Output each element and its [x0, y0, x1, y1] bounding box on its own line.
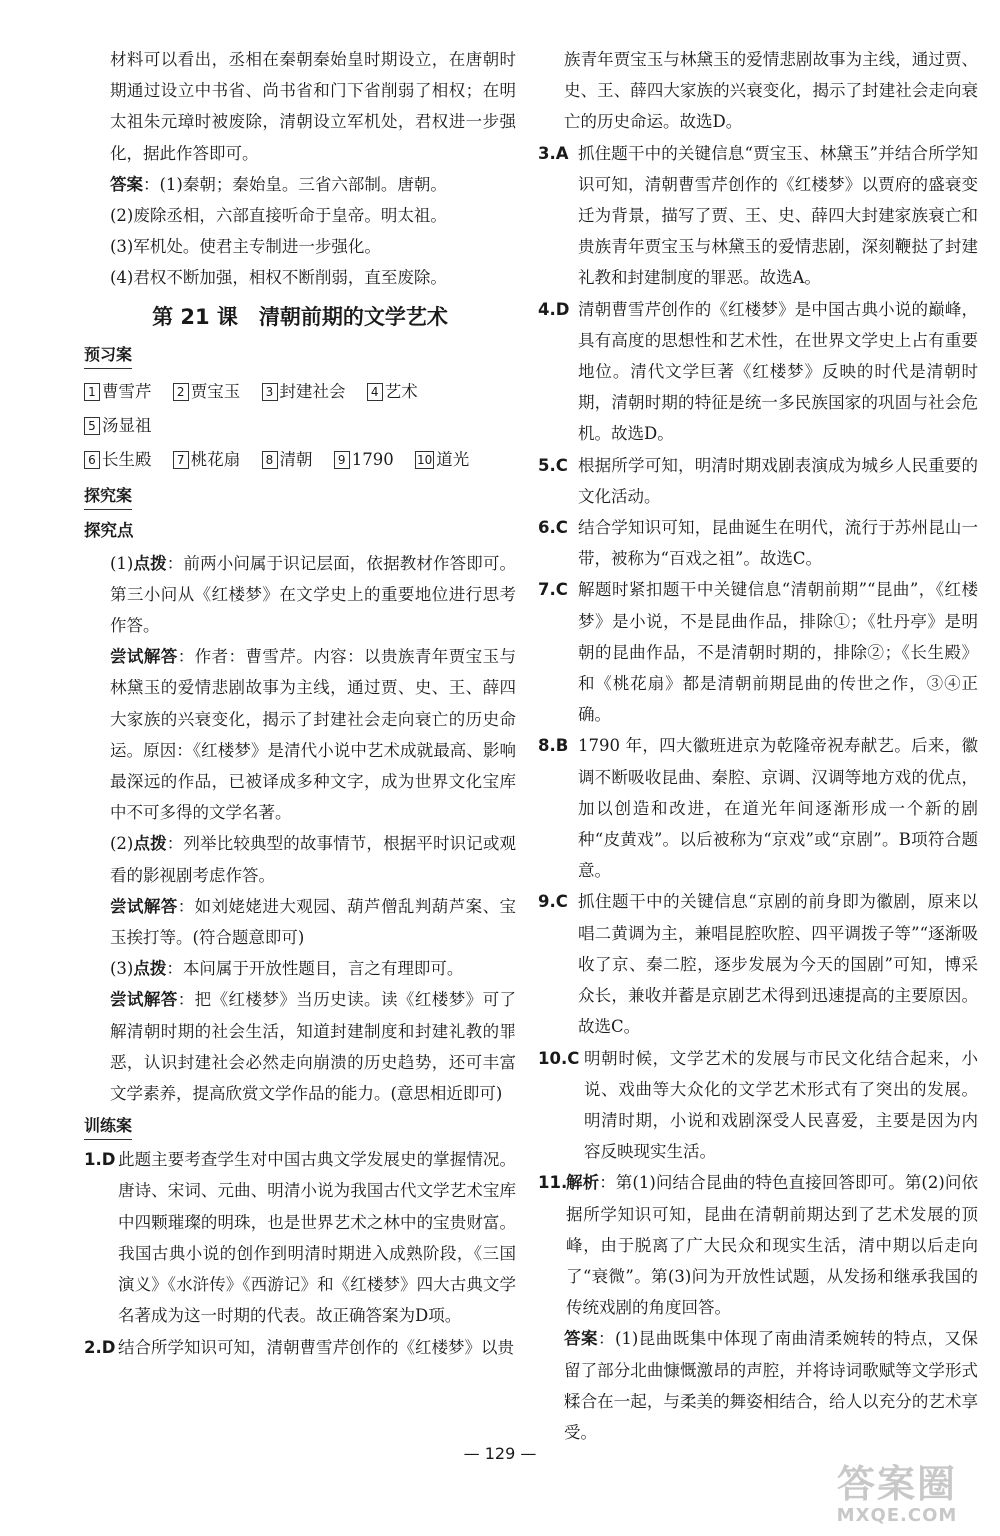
question-text: 结合所学知识可知，清朝曹雪芹创作的《红楼梦》以贵	[118, 1337, 514, 1357]
explore-point-heading: 探究点	[84, 520, 134, 540]
question-text: 解题时紧扣题干中关键信息“清朝前期”“昆曲”，《红楼梦》是小说，不是昆曲作品，排除①；《牡丹亭》是明朝的昆曲作品，不是清朝时期的，排除②；《长生殿》和《桃花扇》都是清朝前期昆曲的传世之作，③④正确。	[578, 580, 978, 725]
question-1	[84, 1144, 516, 1331]
explore-section-label: 探究案	[84, 483, 132, 510]
answer-line-3: (3)军机处。使君主专制进一步强化。	[110, 237, 381, 257]
left-column	[84, 44, 516, 1363]
question-number: 11.	[538, 1173, 568, 1193]
watermark-main-text: 答案圈	[836, 1462, 957, 1506]
question-text: 明朝时候，文学艺术的发展与市民文化结合起来，小说、戏曲等大众化的文学艺术形式有了突出的发展。明清时期，小说和戏剧深受人民喜爱，主要是因为内容反映现实生活。	[584, 1048, 978, 1162]
question-9	[538, 886, 978, 1042]
preview-blanks	[84, 375, 516, 477]
blank-item: 9 1790	[334, 450, 394, 469]
blank-item: 10 道光	[417, 449, 470, 469]
question-number: 6.C	[538, 518, 568, 538]
answer-text-1: ：(1)秦朝；秦始皇。三省六部制。唐朝。	[143, 174, 447, 194]
question-text: 1790 年，四大徽班进京为乾隆帝祝寿献艺。后来，徽调不断吸收昆曲、秦腔、京调、汉调等地方戏的优点，加以创造和改进，在道光年间逐渐形成一个新的剧种“皮黄戏”。以后被称为“京戏”或“京剧”。B项符合题意。	[578, 736, 978, 881]
question-number: 5.C	[538, 455, 568, 475]
question-text: 此题主要考查学生对中国古典文学发展史的掌握情况。唐诗、宋词、元曲、明清小说为我国古代文学艺术宝库中四颗璀璨的明珠，也是世界艺术之林中的宝贵财富。我国古典小说的创作到明清时期进入成熟阶段，《三国演义》《水浒传》《西游记》和《红楼梦》四大古典文学名著成为这一时期的代表。故正确答案为D项。	[118, 1150, 516, 1326]
answer-line-1	[84, 169, 516, 200]
watermark-sub-text: MXQE.COM	[836, 1505, 958, 1526]
question-6	[538, 512, 978, 574]
blank-item: 3 封建社会	[262, 382, 346, 401]
question-number: 7.C	[538, 580, 568, 600]
question-4	[538, 294, 978, 450]
answer-label: 答案	[110, 174, 143, 194]
blank-item: 4 艺术	[367, 382, 418, 401]
item-2-hint: (2)点拨：列举比较典型的故事情节，根据平时识记或观看的影视剧考虑作答。	[110, 834, 517, 885]
question-text: 抓住题干中的关键信息“京剧的前身即为徽剧，原来以唱二黄调为主，兼唱昆腔吹腔、四平调拨子等”“逐渐吸收了京、秦二腔，逐步发展为今天的国剧”可知，博采众长，兼收并蓄是京剧艺术得到迅速提高的主要原因。故选C。	[578, 892, 978, 1037]
answer-line-4: (4)君权不断加强，相权不断削弱，直至废除。	[110, 268, 447, 288]
question-text: 根据所学可知，明清时期戏剧表演成为城乡人民重要的文化活动。	[578, 455, 978, 506]
item-1-hint: (1)点拨：前两小问属于识记层面，依据教材作答即可。第三小问从《红楼梦》在文学史上的重要地位进行思考作答。	[110, 553, 517, 636]
question-number: 9.C	[538, 892, 568, 912]
item-2-answer: 尝试解答：如刘姥姥进大观园、葫芦僧乱判葫芦案、宝玉挨打等。(符合题意即可)	[110, 896, 517, 948]
answer-line-2: (2)废除丞相，六部直接听命于皇帝。明太祖。	[110, 206, 447, 226]
watermark-logo	[812, 1462, 982, 1528]
lesson-title: 第 21 课 清朝前期的文学艺术	[152, 304, 448, 329]
question-text: 解析：第(1)问结合昆曲的特色直接回答即可。第(2)问依据所学知识可知，昆曲在清朝前期达到了艺术发展的顶峰，由于脱离了广大民众和现实生活，清中期以后走向了“衰微”。第(3)问为开放性试题，从发扬和继承我国的传统戏剧的角度回答。	[566, 1173, 979, 1318]
question-number: 10.C	[538, 1048, 580, 1068]
page-number: — 129 —	[463, 1444, 537, 1463]
question-7	[538, 574, 978, 730]
question-text: 清朝曹雪芹创作的《红楼梦》是中国古典小说的巅峰，具有高度的思想性和艺术性，在世界文学史上占有重要地位。清代文学巨著《红楼梦》反映的时代是清朝时期，清朝时期的特征是统一多民族国家的巩固与社会危机。故选D。	[578, 299, 978, 444]
question-2	[84, 1332, 516, 1363]
question-11	[538, 1167, 978, 1323]
blank-item: 7 桃花扇	[173, 450, 241, 469]
question-8	[538, 730, 978, 886]
item-1-answer: 尝试解答：作者：曹雪芹。内容：以贵族青年贾宝玉与林黛玉的爱情悲剧故事为主线，通过贾、史、王、薛四大家族的兴衰变化，揭示了封建社会走向衰亡的历史命运。原因：《红楼梦》是清代小说中艺术成就最高、影响最深远的作品，已被译成多种文字，成为世界文化宝库中不可多得的文学名著。	[110, 647, 517, 823]
blank-item: 1 曹雪芹	[84, 382, 152, 401]
blank-item: 8 清朝	[262, 450, 313, 469]
right-column	[538, 44, 978, 1448]
blank-item: 5 汤显祖	[84, 416, 152, 435]
question-11-answer: 答案：(1)昆曲既集中体现了南曲清柔婉转的特点，又保留了部分北曲慷慨激昂的声腔，并将诗词歌赋等文学形式糅合在一起，与柔美的舞姿相结合，给人以充分的艺术享受。	[564, 1329, 978, 1442]
item-3-answer: 尝试解答：把《红楼梦》当历史读。读《红楼梦》可了解清朝时期的社会生活，知道封建制度和封建礼教的罪恶，认识封建社会必然走向崩溃的历史趋势，还可丰富文学素养，提高欣赏文学作品的能力。(意思相近即可)	[110, 990, 517, 1104]
intro-paragraph: 材料可以看出，丞相在秦朝秦始皇时期设立，在唐朝时期通过设立中书省、尚书省和门下省削弱了相权；在明太祖朱元璋时被废除，清朝设立军机处，君权进一步强化，据此作答即可。	[110, 50, 516, 163]
question-3	[538, 138, 978, 294]
question-number: 2.D	[84, 1337, 116, 1357]
question-number: 4.D	[538, 299, 570, 319]
question-10	[538, 1043, 978, 1168]
preview-section-label: 预习案	[84, 342, 132, 369]
train-section-label: 训练案	[84, 1113, 132, 1140]
item-3-hint: (3)点拨：本问属于开放性题目，言之有理即可。	[110, 959, 464, 979]
question-text: 结合学知识可知，昆曲诞生在明代，流行于苏州昆山一带，被称为“百戏之祖”。故选C。	[578, 518, 978, 569]
question-number: 1.D	[84, 1150, 116, 1170]
question-2-continued: 族青年贾宝玉与林黛玉的爱情悲剧故事为主线，通过贾、史、王、薛四大家族的兴衰变化，揭示了封建社会走向衰亡的历史命运。故选D。	[564, 50, 978, 132]
question-number: 3.A	[538, 143, 569, 163]
question-text: 抓住题干中的关键信息“贾宝玉、林黛玉”并结合所学知识可知，清朝曹雪芹创作的《红楼梦》以贾府的盛衰变迁为背景，描写了贾、王、史、薛四大封建家族衰亡和贵族青年贾宝玉与林黛玉的爱情悲剧，深刻鞭挞了封建礼教和封建制度的罪恶。故选A。	[578, 143, 978, 288]
question-5	[538, 450, 978, 512]
question-number: 8.B	[538, 736, 569, 756]
blank-item: 2 贾宝玉	[173, 382, 241, 401]
blank-item: 6 长生殿	[84, 450, 152, 469]
